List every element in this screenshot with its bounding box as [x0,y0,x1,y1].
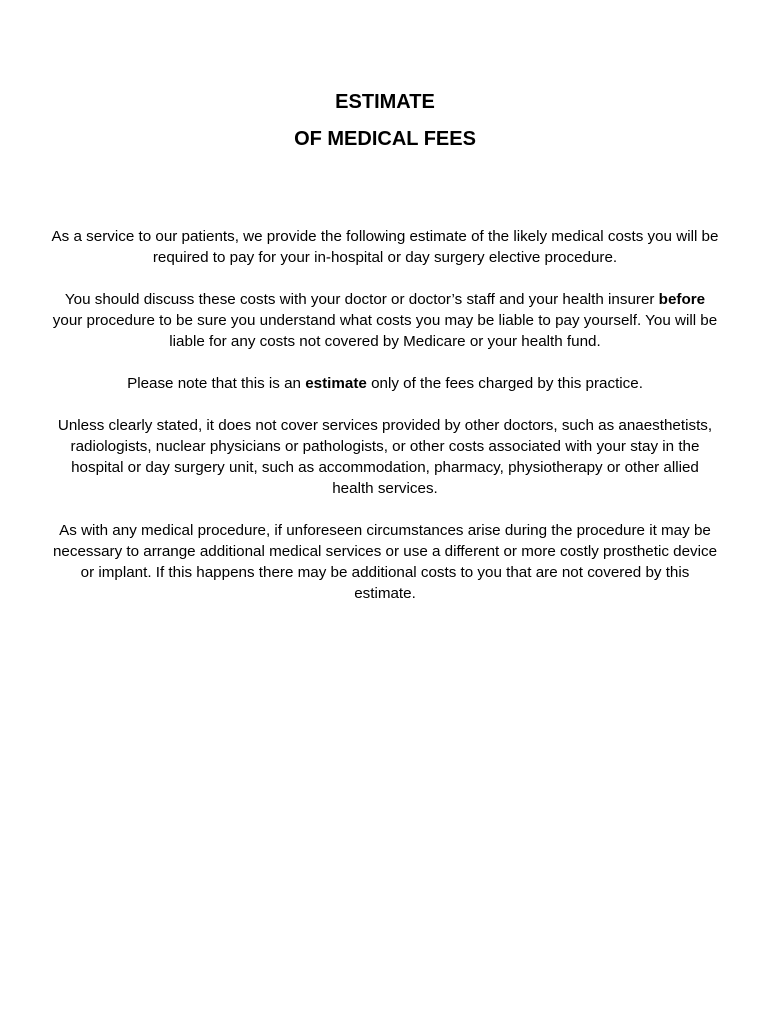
emphasis-estimate: estimate [305,375,367,392]
paragraph-exclusions: Unless clearly stated, it does not cover services provided by other doctors, such as anaesthetists, radiologists, nuclear physicians or pathologists, or other costs associated with your stay in the hospital or day surgery unit, such as accommodation, pharmacy, physiotherapy or other allied health services. [57,417,713,497]
document-title [0,84,770,158]
title-line-estimate: ESTIMATE [335,91,435,113]
paragraph-discuss-costs [50,289,720,352]
paragraph-estimate-note [50,373,720,394]
title-line-medical-fees: OF MEDICAL FEES [294,128,476,150]
document-body [50,226,720,625]
paragraph-discuss-costs-text-1: You should discuss these costs with your doctor or doctor’s staff and your health insurer [64,291,659,308]
paragraph-discuss-costs-text-2: your procedure to be sure you understand what costs you may be liable to pay yourself. You will be liable for any costs not covered by Medicare or your health fund. [52,312,718,350]
paragraph-unforeseen-circumstances: As with any medical procedure, if unforeseen circumstances arise during the procedure it may be necessary to arrange additional medical services or use a different or more costly prosthetic device or implant. If this happens there may be additional costs to you that are not covered by this estimate. [52,522,718,602]
paragraph-service-intro: As a service to our patients, we provide the following estimate of the likely medical costs you will be required to pay for your in-hospital or day surgery elective procedure. [51,228,719,266]
paragraph-estimate-note-text-1: Please note that this is an [127,375,306,392]
emphasis-before: before [658,291,706,308]
paragraph-estimate-note-text-2: only of the fees charged by this practice. [366,375,643,392]
